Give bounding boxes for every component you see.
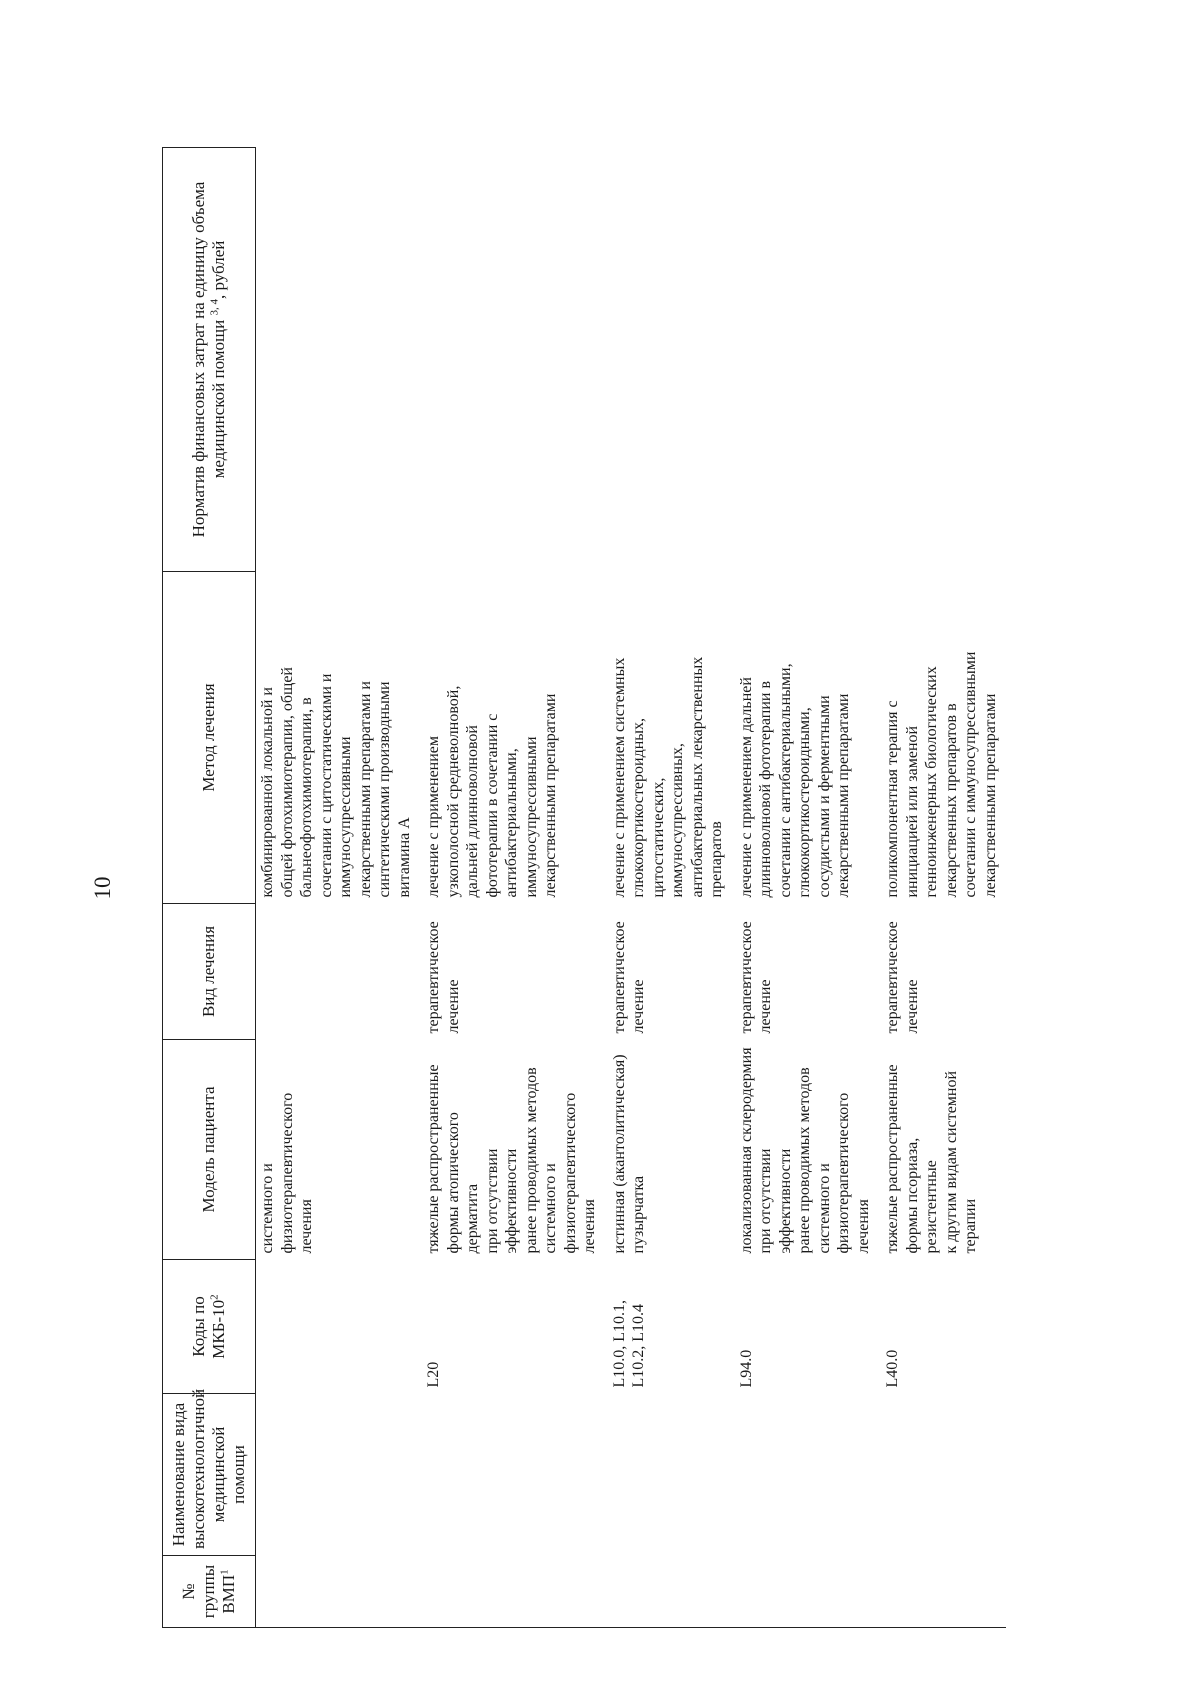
cell-method: комбинированной локальной и общей фотохимиотерапии, общей бальнеофотохимиотерапии, в сочетании с цитостатическими и иммуносупрессивными лекарственными препаратами и синтетическими производными витамина А (259, 667, 413, 898)
cell-group-no (879, 1556, 1006, 1628)
cell-model: локализованная склеродермия при отсутствии эффективности ранее проводимых методов системного и физиотерапевтического лечения (737, 1047, 872, 1254)
cell-mkb: L40.0 (884, 1349, 901, 1388)
cell-model: тяжелые распространенные формы псориаза, резистентные к другим видам системной терапии (884, 1064, 979, 1254)
vmp-table (162, 147, 1006, 1628)
cell-method: лечение с применением дальней длинноволновой фототерапии в сочетании с антибактериальными, глюкокортикостероидными, сосудистыми и ферментными лекарственными препаратами (737, 663, 852, 898)
cell-kind: терапевтическое лечение (425, 921, 462, 1034)
cell-name (879, 1394, 1006, 1556)
cell-mkb (256, 1260, 421, 1394)
header-kind: Вид лечения (163, 904, 256, 1040)
table-row (733, 148, 880, 1628)
cell-kind (256, 904, 421, 1040)
cell-norm (256, 148, 421, 572)
table-row (420, 148, 606, 1628)
page-number: 10 (90, 876, 115, 900)
header-group-no: № группы ВМП$^1$ (163, 1556, 256, 1628)
header-row (163, 148, 256, 1628)
cell-kind: терапевтическое лечение (884, 921, 921, 1034)
cell-model: тяжелые распространенные формы атопического дерматита при отсутствии эффективности ранее проводимых методов системного и физиотерапевтического лечения (425, 1064, 598, 1254)
cell-method: лечение с применением системных глюкокортикостероидных, цитостатических, иммуносупрессивных, антибактериальных лекарственных препаратов (610, 656, 725, 898)
cell-group-no (733, 1556, 880, 1628)
cell-mkb: L10.0, L10.1, L10.2, L10.4 (610, 1299, 647, 1388)
cell-norm (879, 148, 1006, 572)
cell-group-no (420, 1556, 606, 1628)
header-norm: Норматив финансовых затрат на единицу объема медицинской помощи $^{3, 4}$, рублей (163, 148, 256, 572)
cell-group-no (256, 1556, 421, 1628)
cell-name (606, 1394, 733, 1556)
cell-model: системного и физиотерапевтического лечения (259, 1092, 315, 1254)
rotated-page (90, 148, 999, 1628)
header-name: Наименование вида высокотехнологичной медицинской помощи (163, 1394, 256, 1556)
cell-method: поликомпонентная терапия с инициацией или заменой генноинженерных биологических лекарственных препаратов в сочетании с иммуносупрессивными лекарственными препаратами (884, 651, 999, 898)
header-method: Метод лечения (163, 572, 256, 904)
header-mkb: Коды по МКБ-$10^2$ (163, 1260, 256, 1394)
cell-method: лечение с применением узкополосной средневолновой, дальней длинноволновой фототерапии в сочетании с антибактериальными, иммуносупрессивными лекарственными препаратами (425, 685, 559, 898)
cell-kind: терапевтическое лечение (737, 921, 774, 1034)
cell-model: истинная (акантолитическая) пузырчатка (610, 1054, 647, 1254)
cell-norm (420, 148, 606, 572)
cell-mkb: L20 (425, 1361, 442, 1388)
table-row (879, 148, 1006, 1628)
table-row (606, 148, 733, 1628)
cell-name (420, 1394, 606, 1556)
cell-norm (733, 148, 880, 572)
cell-name (256, 1394, 421, 1556)
cell-norm (606, 148, 733, 572)
header-model: Модель пациента (163, 1040, 256, 1260)
cell-kind: терапевтическое лечение (610, 921, 647, 1034)
cell-mkb: L94.0 (737, 1349, 755, 1388)
cell-group-no (606, 1556, 733, 1628)
cell-name (733, 1394, 880, 1556)
table-row (256, 148, 421, 1628)
